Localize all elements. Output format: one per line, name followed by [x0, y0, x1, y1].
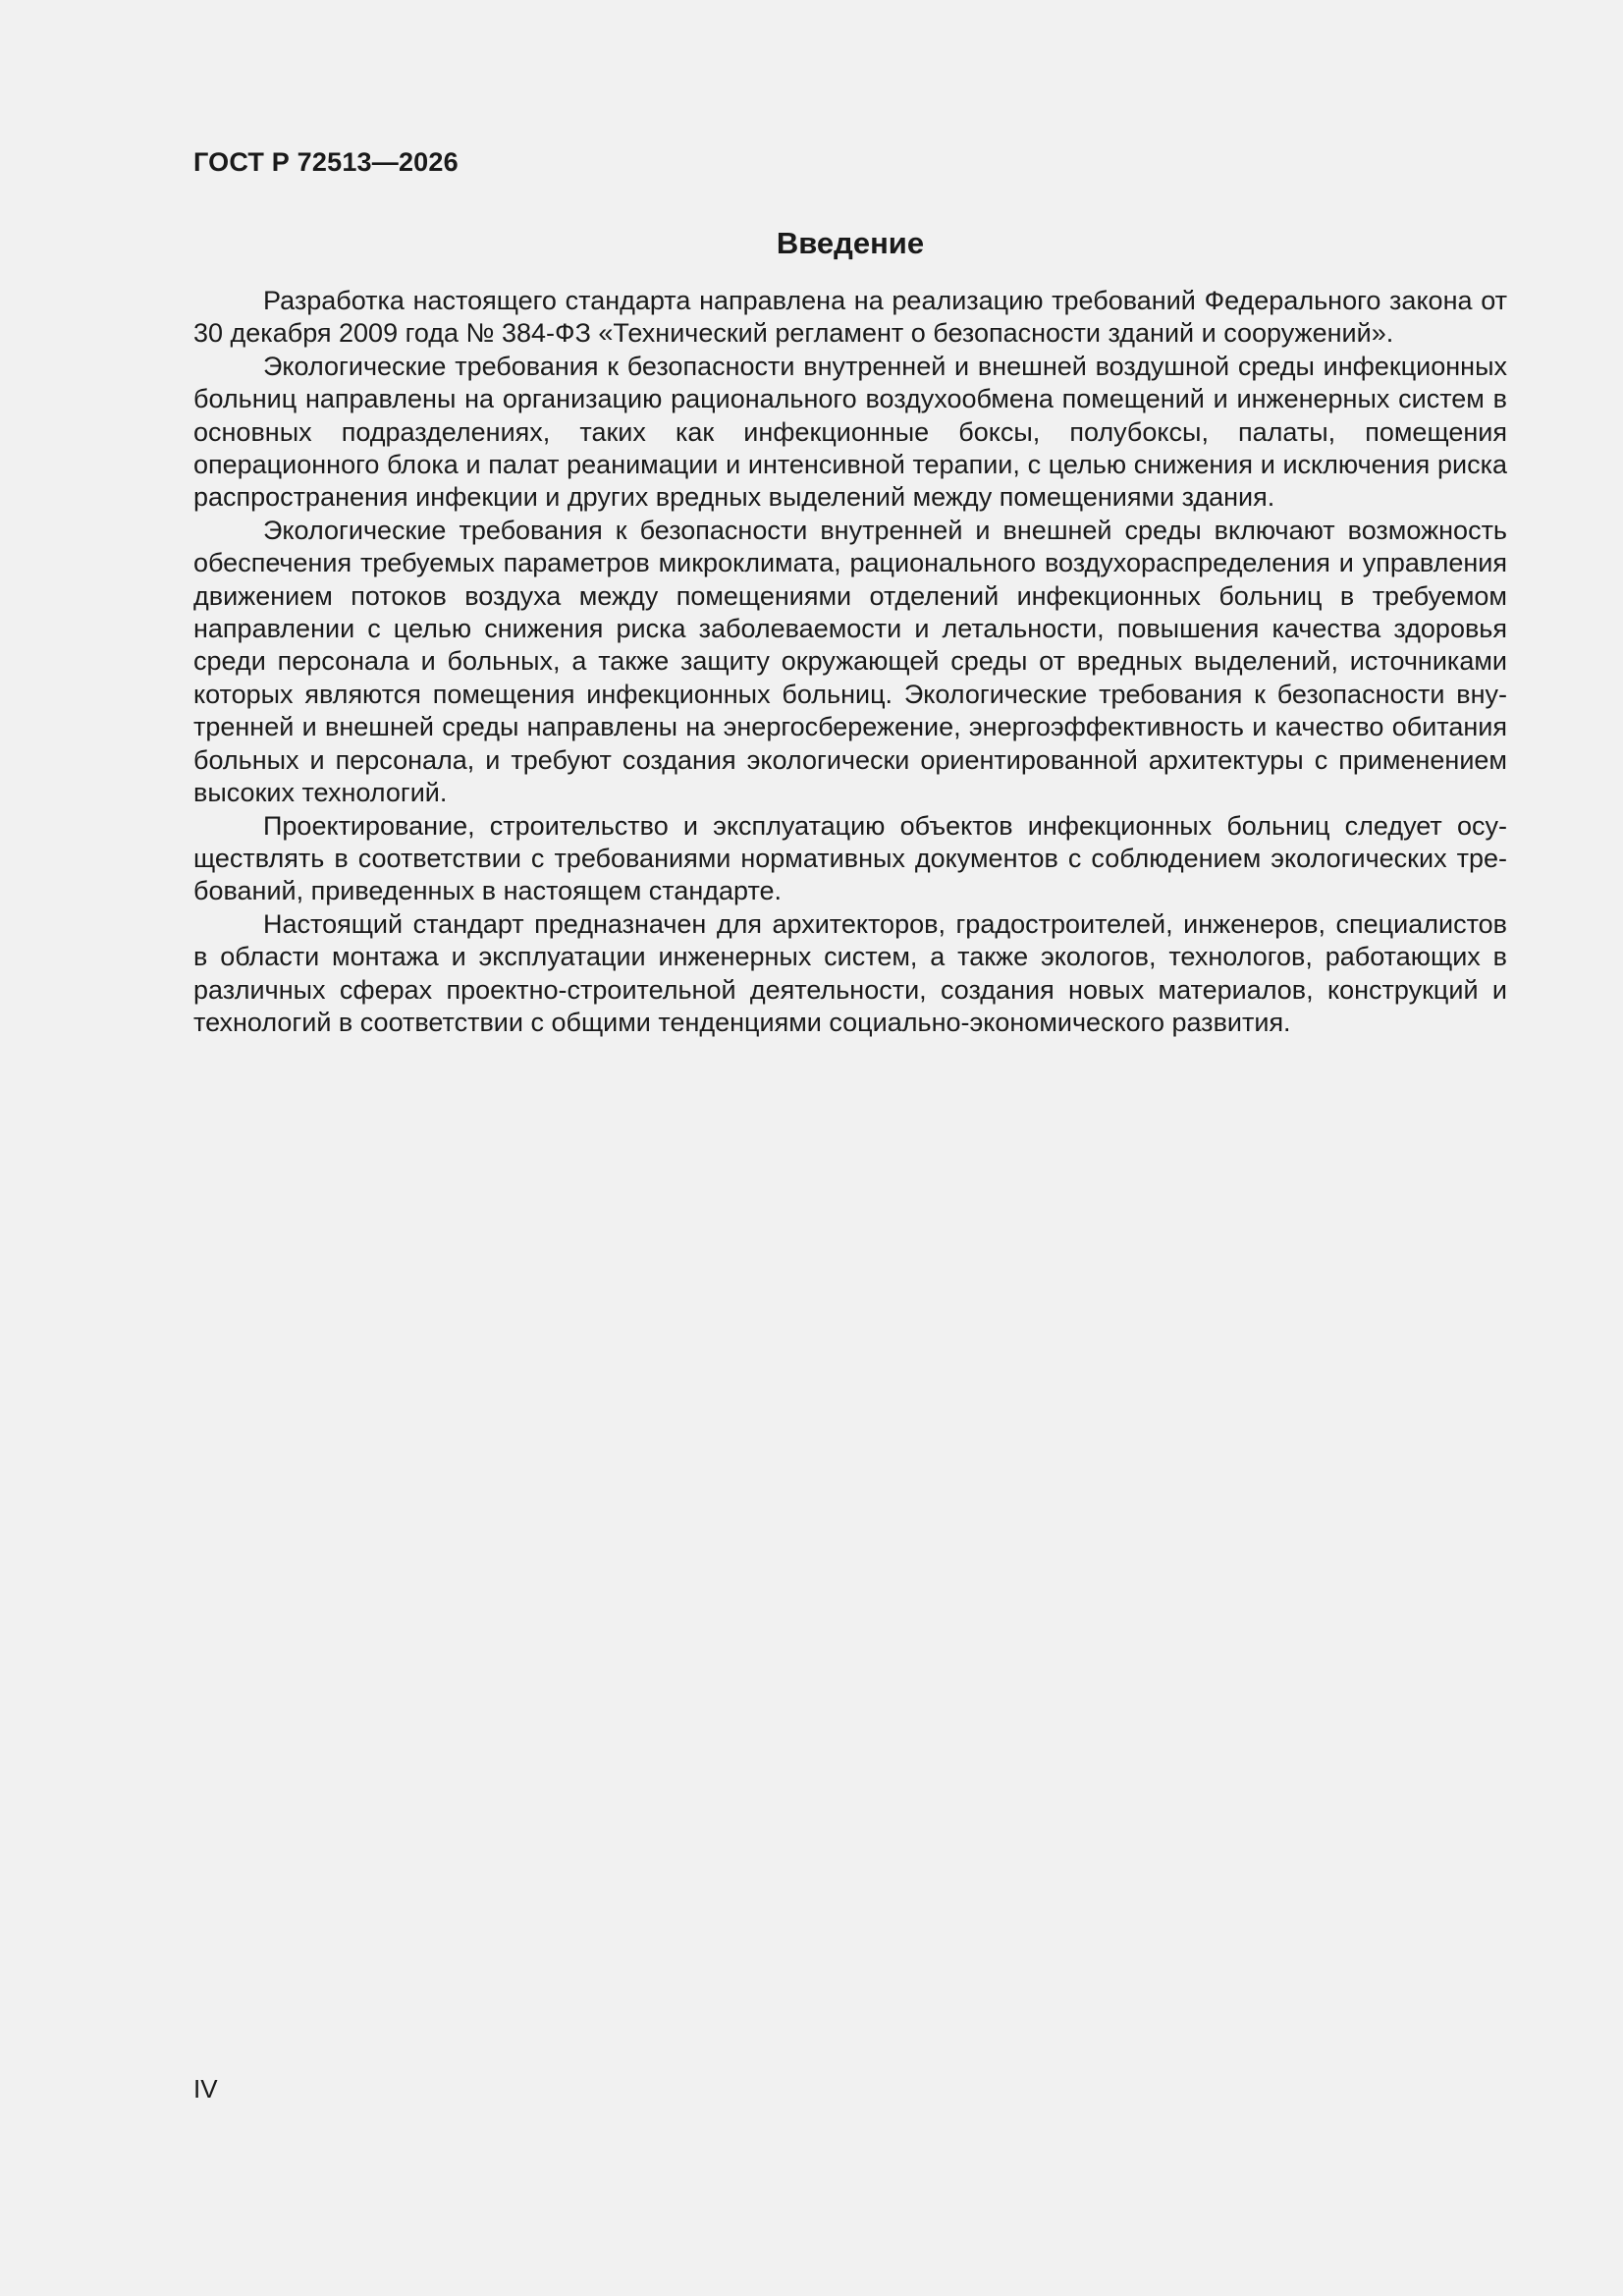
page-number: IV	[193, 2074, 218, 2104]
section-body	[193, 285, 1507, 1039]
paragraph: Экологические требования к безопасности внутренней и внешней среды включают возможность обеспечения требуемых параметров микроклимата, рационального воздухораспределения и управления движением потоков воздуха между помещениями отделений инфекционных больниц в требуемом направлении с целью снижения риска заболеваемости и летальности, повышения качества здоровья среди персонала и больных, а также защиту окружающей среды от вредных выделений, источниками которых являются помещения инфекционных больниц. Экологические требования к безопасности внутренней и внешней среды направлены на энергосбережение, энергоэффективность и качество обитания больных и персонала, и требуют создания экологически ориентированной архитектуры с применением высоких технологий.	[193, 515, 1507, 808]
paragraph: Разработка настоящего стандарта направлена на реализацию требований Федерального закона от 30 декабря 2009 года № 384-ФЗ «Технический регламент о безопасности зданий и сооружений».	[193, 286, 1507, 349]
paragraph: Экологические требования к безопасности внутренней и внешней воздушной среды инфекционных больниц направлены на организацию рационального воздухообмена помещений и инженерных систем в основных подразделениях, таких как инфекционные боксы, полубоксы, палаты, помещения операционного блока и палат реанимации и интенсивной терапии, с целью снижения и исключения риска распространения инфекции и других вредных выделений между помещениями здания.	[193, 351, 1507, 513]
document-id-header: ГОСТ Р 72513—2026	[193, 147, 459, 177]
paragraph: Проектирование, строительство и эксплуатацию объектов инфекционных больниц следует осуществлять в соответствии с требованиями нормативных документов с соблюдением экологических требований, приведенных в настоящем стандарте.	[193, 810, 1507, 906]
section-title: Введение	[776, 226, 925, 260]
paragraph: Настоящий стандарт предназначен для архитекторов, градостроителей, инженеров, специалистов в области монтажа и эксплуатации инженерных систем, а также экологов, технологов, работающих в различных сферах проектно-строительной деятельности, создания новых материалов, конструкций и технологий в соответствии с общими тенденциями социально-экономического развития.	[193, 908, 1507, 1037]
